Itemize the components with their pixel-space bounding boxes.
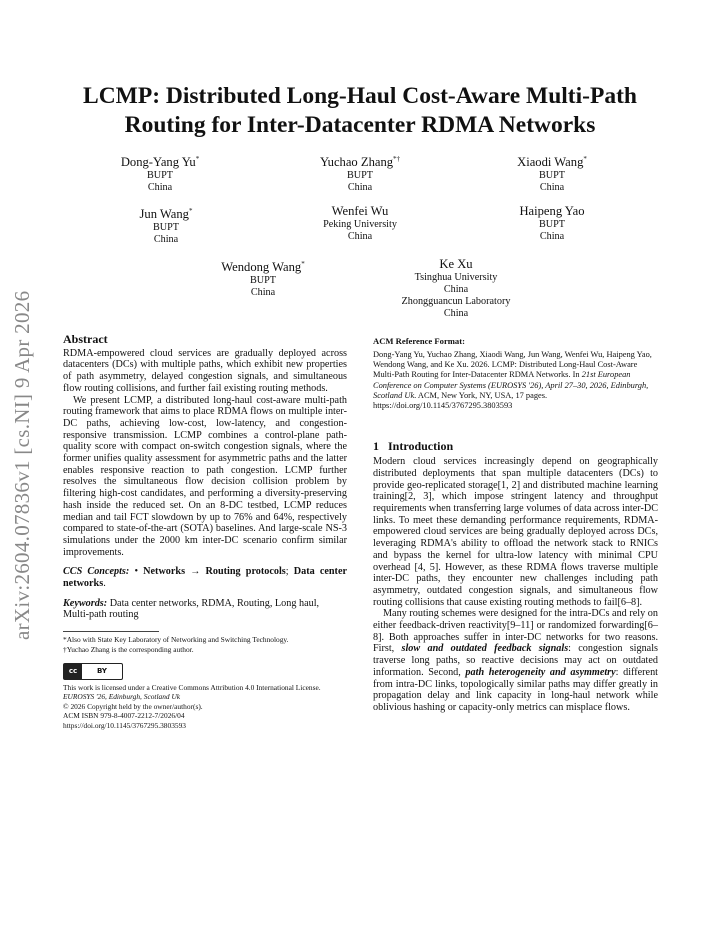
license-text: This work is licensed under a Creative Commons Attribution 4.0 International License. [63,682,321,692]
intro-emphasis: slow and outdated feedback signals [401,643,569,655]
author-mark: * [301,260,305,268]
author-country: China [250,287,276,299]
author-block [356,257,556,320]
author-affiliation: Peking University [323,219,397,230]
ccs-label: CCS Concepts: [63,566,130,578]
keywords-text: Data center networks, RDMA, Routing, Long haul, Multi-path routing [63,597,320,621]
author-country: China [347,182,373,194]
ccs-term: Networks [143,566,186,578]
arxiv-identifier: arXiv:2604.07836v1 [cs.NI] 9 Apr 2026 [10,290,34,640]
footnote: †Yuchao Zhang is the corresponding author. [63,644,194,654]
author-country: China [147,182,173,194]
author-affiliation: Tsinghua University [414,272,498,283]
author-country: China [153,234,179,246]
author-name: Haipeng Yao [519,204,585,218]
author-mark: * [583,155,587,163]
author-name: Yuchao Zhang [319,155,394,170]
intro-emphasis: path heterogeneity and asymmetry [465,666,616,678]
footnotes [63,635,347,654]
author-name: Ke Xu [439,257,473,271]
ccs-bullet: • [129,566,144,578]
author-mark: * [195,155,200,163]
intro-paragraph: Modern cloud services increasingly depend on geographically distributed deployments that span multiple datacenters (DCs) to provide geo-replicated storage[1, 2] and distributed machine learning training[2, 3], which impose stringent latency and throughput requirements when transferring large volumes of data across inter-DC links. To meet these demanding performance requirements, RDMA-empowered cloud services are being gradually deployed across DCs, leveraging RDMA's ability to offload the network stack to RNICs and bypass the kernel for ultra-low latency with minimal CPU overhead [4, 5]. However, as these RDMA flows traverse multiple inter-DC paths, they encounter new challenges including path asymmetry, outdated congestion signals, and simultaneous flow routing collisions that cause existing routing methods to fail[6–8]. [373,456,658,608]
author-mark: * [188,207,193,215]
paper-title [40,82,680,140]
abstract-paragraph: RDMA-empowered cloud services are gradually deployed across datacenters (DCs) with multiple paths, which exhibit new properties of path asymmetry, delayed congestion signals, and simultaneous flow routing collisions, and further fail existing routing methods. [63,347,347,394]
author-country: China [347,231,373,242]
title-line-1: LCMP: Distributed Long-Haul Cost-Aware Multi-Path [83,83,637,109]
author-affiliation: BUPT [346,170,374,182]
author-block [260,204,460,243]
keywords-label: Keywords: [63,597,108,609]
author-affiliation-2: Zhongguancun Laboratory [401,296,511,307]
author-name: Xiaodi Wang [517,155,584,170]
acm-reference-venue: 21st European Conference on Computer Systems (EUROSYS '26), April 27–30, 2026, Edinburgh, Scotland Uk [373,370,649,400]
cc-icon: cc [64,664,82,679]
author-country: China [443,284,469,295]
author-name: Wendong Wang [221,260,302,275]
acm-reference-tail: . ACM, New York, NY, USA, 17 pages. https://doi.org/10.1145/3767295.3803593 [373,390,548,411]
ccs-sep: ; [285,566,294,578]
ccs-term: Data center networks [63,566,347,590]
author-name: Wenfei Wu [331,204,389,218]
author-block [163,257,363,299]
title-line-2: Routing for Inter-Datacenter RDMA Networks [124,112,596,138]
author-block [60,152,260,194]
copyright: © 2026 Copyright held by the owner/author(s). [63,701,203,711]
ccs-arrow: → [185,566,206,578]
cc-by-license-badge [63,663,123,680]
abstract-heading: Abstract [63,332,108,346]
ccs-term: Routing protocols [205,566,286,578]
author-mark: *† [393,155,401,163]
intro-text: Many routing schemes were designed for the intra-DCs and rely on either feedback-driven reactivity[9–11] or randomized forwarding[6–8]. Both approaches suffer in inter-DC networks for two reasons. First, [373,608,658,655]
doi-link[interactable]: https://doi.org/10.1145/3767295.3803593 [63,720,186,730]
section-heading: 1 Introduction [373,439,454,454]
abstract-paragraph: We present LCMP, a distributed long-haul cost-aware multi-path routing framework that aims to place RDMA flows on multiple inter-DC paths, achieving low-cost, low-latency, and congestion-responsive transmission. LCMP combines a control-plane path-quality score with compact on-switch congestion signals, where the former unifies quality assessment for asymmetric paths and the latter enables responsive reaction to path congestion. LCMP further resolves the simultaneous flow decision collision problem by filtering high-cost candidates, and performing a diversity-preserving hash inside the reduced set. On an 8-DC testbed, LCMP reduces median and tail FCT slowdown by up to 76% and 64%, respectively compared to state-of-the-art (SOTA) baselines. And large-scale NS-3 simulations under the 2000 km inter-DC scenario confirm similar improvements. [63,394,347,558]
author-affiliation: BUPT [538,219,566,230]
keywords [63,598,347,621]
author-block [66,204,266,246]
author-block [260,152,460,194]
ccs-end: . [103,578,106,590]
license-info [63,683,347,730]
footnote: *Also with State Key Laboratory of Networking and Switching Technology. [63,635,289,645]
footnote-rule [63,631,159,632]
author-affiliation: BUPT [538,170,566,182]
author-country: China [539,231,565,242]
acm-reference-authors: Dong-Yang Yu, Yuchao Zhang, Xiaodi Wang, Jun Wang, Wenfei Wu, Haipeng Yao, Wendong Wang, and Ke Xu. 2026. LCMP: Distributed Long-Haul Cost-Aware Multi-Path Routing for Inter-Datacenter RDMA Networks. In [373,349,652,380]
isbn: ACM ISBN 979-8-4007-2212-7/2026/04 [63,711,185,721]
intro-paragraph [373,608,658,713]
author-name: Dong-Yang Yu [120,155,196,170]
left-column [63,334,347,730]
author-country-2: China [443,308,469,319]
author-block [452,204,652,243]
intro-text: : congestion signals traverse long paths, so reactive decisions may act on outdated information. Second, [373,643,658,678]
author-country: China [539,182,565,194]
author-name: Jun Wang [139,207,189,222]
acm-reference-heading: ACM Reference Format: [373,336,465,346]
venue: EUROSYS '26, Edinburgh, Scotland Uk [63,692,181,702]
right-column [373,334,658,714]
author-block [452,152,652,194]
ccs-concepts [63,566,347,589]
author-affiliation: BUPT [152,222,180,234]
by-icon: BY [96,666,108,675]
author-affiliation: BUPT [146,170,174,182]
intro-text: : different from intra-DC links, topologically similar paths may differ greatly in propagation delay and link capacity in long-haul network while oblivious hashing or capacity-only metrics can misplace flows. [373,666,659,713]
author-affiliation: BUPT [249,275,277,287]
acm-reference [373,350,658,412]
